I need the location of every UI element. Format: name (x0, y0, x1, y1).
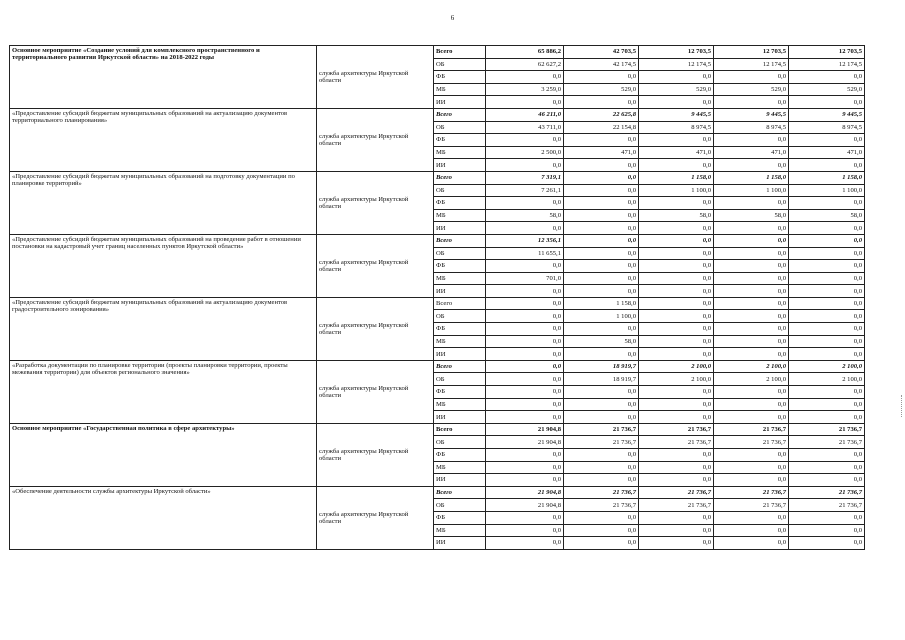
amount-cell: 0,0 (564, 323, 639, 336)
amount-cell: 0,0 (639, 96, 714, 109)
amount-cell: 471,0 (789, 146, 865, 159)
amount-cell: 0,0 (789, 71, 865, 84)
amount-cell: 0,0 (789, 411, 865, 424)
amount-cell: 0,0 (564, 222, 639, 235)
amount-cell: 0,0 (639, 272, 714, 285)
amount-cell: 0,0 (639, 398, 714, 411)
amount-cell: 0,0 (564, 247, 639, 260)
amount-cell: 21 736,7 (564, 499, 639, 512)
funding-source: ИИ (434, 222, 486, 235)
amount-cell: 0,0 (486, 222, 564, 235)
responsible-executor: служба архитектуры Иркутской области (317, 297, 434, 360)
amount-cell: 21 904,8 (486, 499, 564, 512)
amount-cell: 21 736,7 (564, 436, 639, 449)
amount-cell: 58,0 (486, 209, 564, 222)
amount-cell: 9 445,5 (714, 108, 789, 121)
amount-cell: 0,0 (714, 222, 789, 235)
funding-source: ОБ (434, 247, 486, 260)
amount-cell: 0,0 (789, 398, 865, 411)
amount-cell: 0,0 (564, 386, 639, 399)
amount-cell: 21 736,7 (639, 436, 714, 449)
amount-cell: 0,0 (789, 96, 865, 109)
amount-cell: 0,0 (639, 247, 714, 260)
amount-cell: 0,0 (486, 449, 564, 462)
amount-cell: 0,0 (714, 449, 789, 462)
amount-cell: 0,0 (639, 310, 714, 323)
funding-source: ОБ (434, 121, 486, 134)
amount-cell: 0,0 (789, 134, 865, 147)
amount-cell: 2 100,0 (639, 373, 714, 386)
amount-cell: 0,0 (639, 449, 714, 462)
amount-cell: 471,0 (714, 146, 789, 159)
page-number: 6 (450, 14, 455, 22)
funding-source: МБ (434, 146, 486, 159)
amount-cell: 0,0 (714, 159, 789, 172)
amount-cell: 0,0 (714, 71, 789, 84)
funding-source: ОБ (434, 58, 486, 71)
amount-cell: 0,0 (564, 184, 639, 197)
funding-table (9, 45, 865, 550)
amount-cell: 21 736,7 (714, 486, 789, 499)
funding-source: ОБ (434, 310, 486, 323)
responsible-executor: служба архитектуры Иркутской области (317, 234, 434, 297)
funding-source: ФБ (434, 71, 486, 84)
responsible-executor: служба архитектуры Иркутской области (317, 171, 434, 234)
amount-cell: 0,0 (564, 272, 639, 285)
amount-cell: 21 904,8 (486, 436, 564, 449)
amount-cell: 21 736,7 (714, 436, 789, 449)
amount-cell: 0,0 (639, 323, 714, 336)
amount-cell: 0,0 (639, 134, 714, 147)
amount-cell: 0,0 (486, 360, 564, 373)
funding-source: ИИ (434, 159, 486, 172)
funding-source: ИИ (434, 537, 486, 550)
amount-cell: 0,0 (639, 524, 714, 537)
amount-cell: 12 174,5 (714, 58, 789, 71)
funding-source: Всего (434, 171, 486, 184)
amount-cell: 0,0 (486, 524, 564, 537)
responsible-executor: служба архитектуры Иркутской области (317, 46, 434, 109)
activity-name: «Разработка документации по планировке территории (проекты планировки территории, проекты межевания территории) для объектов регионального значения» (10, 360, 317, 423)
table-row (10, 360, 865, 373)
amount-cell: 12 356,1 (486, 234, 564, 247)
amount-cell: 0,0 (639, 511, 714, 524)
funding-source: ОБ (434, 373, 486, 386)
table-row (10, 234, 865, 247)
amount-cell: 0,0 (714, 260, 789, 273)
amount-cell: 0,0 (564, 411, 639, 424)
amount-cell: 22 154,8 (564, 121, 639, 134)
funding-source: Всего (434, 108, 486, 121)
amount-cell: 0,0 (564, 260, 639, 273)
amount-cell: 0,0 (486, 474, 564, 487)
amount-cell: 8 974,5 (639, 121, 714, 134)
activity-name: «Обеспечение деятельности службы архитектуры Иркутской области» (10, 486, 317, 549)
amount-cell: 21 904,8 (486, 423, 564, 436)
amount-cell: 0,0 (564, 96, 639, 109)
amount-cell: 0,0 (789, 247, 865, 260)
funding-source: ФБ (434, 134, 486, 147)
funding-source: ФБ (434, 323, 486, 336)
amount-cell: 21 904,8 (486, 486, 564, 499)
funding-source: ИИ (434, 474, 486, 487)
table-row (10, 108, 865, 121)
amount-cell: 0,0 (714, 247, 789, 260)
amount-cell: 0,0 (564, 524, 639, 537)
funding-source: ФБ (434, 386, 486, 399)
amount-cell: 62 627,2 (486, 58, 564, 71)
amount-cell: 0,0 (564, 285, 639, 298)
funding-source: Всего (434, 46, 486, 59)
amount-cell: 0,0 (486, 323, 564, 336)
amount-cell: 0,0 (789, 323, 865, 336)
amount-cell: 0,0 (789, 461, 865, 474)
funding-source: ИИ (434, 348, 486, 361)
funding-source: Всего (434, 360, 486, 373)
amount-cell: 21 736,7 (789, 499, 865, 512)
amount-cell: 18 919,7 (564, 360, 639, 373)
amount-cell: 0,0 (564, 511, 639, 524)
responsible-executor: служба архитектуры Иркутской области (317, 423, 434, 486)
amount-cell: 0,0 (789, 260, 865, 273)
amount-cell: 1 100,0 (789, 184, 865, 197)
funding-source: ОБ (434, 499, 486, 512)
funding-source: ИИ (434, 96, 486, 109)
amount-cell: 0,0 (714, 234, 789, 247)
amount-cell: 0,0 (486, 461, 564, 474)
amount-cell: 0,0 (564, 234, 639, 247)
activity-name: «Предоставление субсидий бюджетам муниципальных образований на актуализацию документов территориального планирования» (10, 108, 317, 171)
amount-cell: 0,0 (714, 310, 789, 323)
amount-cell: 0,0 (486, 386, 564, 399)
amount-cell: 0,0 (639, 474, 714, 487)
funding-source: ФБ (434, 260, 486, 273)
amount-cell: 58,0 (789, 209, 865, 222)
amount-cell: 2 100,0 (789, 373, 865, 386)
amount-cell: 0,0 (564, 134, 639, 147)
amount-cell: 0,0 (714, 511, 789, 524)
amount-cell: 21 736,7 (639, 486, 714, 499)
amount-cell: 58,0 (714, 209, 789, 222)
amount-cell: 21 736,7 (639, 499, 714, 512)
amount-cell: 58,0 (564, 335, 639, 348)
amount-cell: 1 158,0 (639, 171, 714, 184)
amount-cell: 21 736,7 (564, 423, 639, 436)
amount-cell: 0,0 (564, 461, 639, 474)
amount-cell: 0,0 (714, 297, 789, 310)
funding-source: ОБ (434, 184, 486, 197)
amount-cell: 1 100,0 (714, 184, 789, 197)
table-row (10, 423, 865, 436)
amount-cell: 0,0 (789, 474, 865, 487)
amount-cell: 21 736,7 (564, 486, 639, 499)
amount-cell: 21 736,7 (789, 486, 865, 499)
funding-source: ФБ (434, 511, 486, 524)
amount-cell: 21 736,7 (789, 423, 865, 436)
amount-cell: 12 174,5 (789, 58, 865, 71)
amount-cell: 21 736,7 (714, 423, 789, 436)
amount-cell: 2 500,0 (486, 146, 564, 159)
table-row (10, 297, 865, 310)
amount-cell: 0,0 (789, 537, 865, 550)
funding-source: ФБ (434, 449, 486, 462)
amount-cell: 0,0 (714, 398, 789, 411)
amount-cell: 0,0 (639, 335, 714, 348)
amount-cell: 12 174,5 (639, 58, 714, 71)
amount-cell: 0,0 (564, 398, 639, 411)
amount-cell: 21 736,7 (789, 436, 865, 449)
amount-cell: 0,0 (486, 411, 564, 424)
responsible-executor: служба архитектуры Иркутской области (317, 360, 434, 423)
amount-cell: 46 211,0 (486, 108, 564, 121)
amount-cell: 2 100,0 (639, 360, 714, 373)
amount-cell: 65 886,2 (486, 46, 564, 59)
amount-cell: 1 158,0 (789, 171, 865, 184)
funding-table-body (10, 46, 865, 550)
amount-cell: 0,0 (486, 398, 564, 411)
amount-cell: 529,0 (789, 83, 865, 96)
amount-cell: 0,0 (789, 272, 865, 285)
amount-cell: 58,0 (639, 209, 714, 222)
amount-cell: 0,0 (564, 209, 639, 222)
amount-cell: 12 703,5 (789, 46, 865, 59)
amount-cell: 0,0 (564, 159, 639, 172)
amount-cell: 0,0 (564, 537, 639, 550)
amount-cell: 471,0 (639, 146, 714, 159)
funding-source: Всего (434, 486, 486, 499)
amount-cell: 0,0 (639, 411, 714, 424)
amount-cell: 0,0 (789, 524, 865, 537)
amount-cell: 529,0 (639, 83, 714, 96)
amount-cell: 529,0 (714, 83, 789, 96)
amount-cell: 0,0 (714, 285, 789, 298)
amount-cell: 0,0 (564, 71, 639, 84)
amount-cell: 8 974,5 (714, 121, 789, 134)
responsible-executor: служба архитектуры Иркутской области (317, 486, 434, 549)
amount-cell: 0,0 (486, 197, 564, 210)
amount-cell: 12 703,5 (714, 46, 789, 59)
amount-cell: 2 100,0 (714, 360, 789, 373)
funding-source: ИИ (434, 285, 486, 298)
amount-cell: 2 100,0 (789, 360, 865, 373)
amount-cell: 0,0 (486, 348, 564, 361)
amount-cell: 0,0 (789, 511, 865, 524)
amount-cell: 0,0 (639, 159, 714, 172)
table-row (10, 46, 865, 59)
amount-cell: 0,0 (639, 386, 714, 399)
amount-cell: 0,0 (789, 335, 865, 348)
amount-cell: 0,0 (486, 285, 564, 298)
amount-cell: 0,0 (714, 272, 789, 285)
funding-source: Всего (434, 423, 486, 436)
amount-cell: 0,0 (486, 71, 564, 84)
amount-cell: 0,0 (714, 386, 789, 399)
amount-cell: 1 100,0 (564, 310, 639, 323)
amount-cell: 0,0 (789, 159, 865, 172)
funding-source: МБ (434, 524, 486, 537)
margin-mark (901, 395, 903, 417)
amount-cell: 0,0 (789, 197, 865, 210)
amount-cell: 0,0 (789, 348, 865, 361)
amount-cell: 21 736,7 (714, 499, 789, 512)
amount-cell: 0,0 (639, 71, 714, 84)
funding-source: ИИ (434, 411, 486, 424)
funding-source: МБ (434, 83, 486, 96)
activity-name: «Предоставление субсидий бюджетам муниципальных образований на подготовку документации по планировке территорий» (10, 171, 317, 234)
amount-cell: 0,0 (789, 234, 865, 247)
table-row (10, 486, 865, 499)
amount-cell: 0,0 (486, 159, 564, 172)
amount-cell: 0,0 (486, 373, 564, 386)
amount-cell: 0,0 (714, 461, 789, 474)
amount-cell: 0,0 (639, 537, 714, 550)
amount-cell: 0,0 (486, 335, 564, 348)
amount-cell: 0,0 (639, 297, 714, 310)
amount-cell: 0,0 (564, 197, 639, 210)
amount-cell: 0,0 (564, 474, 639, 487)
funding-source: ОБ (434, 436, 486, 449)
responsible-executor: служба архитектуры Иркутской области (317, 108, 434, 171)
amount-cell: 0,0 (486, 310, 564, 323)
amount-cell: 9 445,5 (639, 108, 714, 121)
amount-cell: 0,0 (486, 260, 564, 273)
amount-cell: 8 974,5 (789, 121, 865, 134)
amount-cell: 0,0 (564, 171, 639, 184)
amount-cell: 0,0 (564, 348, 639, 361)
amount-cell: 0,0 (639, 197, 714, 210)
amount-cell: 0,0 (486, 537, 564, 550)
funding-source: МБ (434, 398, 486, 411)
main-activity-name: Основное мероприятие «Государственная политика в сфере архитектуры» (10, 423, 317, 486)
amount-cell: 0,0 (486, 96, 564, 109)
amount-cell: 18 919,7 (564, 373, 639, 386)
amount-cell: 0,0 (789, 386, 865, 399)
funding-source: ФБ (434, 197, 486, 210)
amount-cell: 0,0 (714, 335, 789, 348)
amount-cell: 7 319,1 (486, 171, 564, 184)
amount-cell: 0,0 (486, 511, 564, 524)
amount-cell: 0,0 (639, 260, 714, 273)
amount-cell: 0,0 (714, 524, 789, 537)
funding-source: МБ (434, 335, 486, 348)
amount-cell: 0,0 (639, 461, 714, 474)
amount-cell: 42 174,5 (564, 58, 639, 71)
amount-cell: 3 259,0 (486, 83, 564, 96)
amount-cell: 1 100,0 (639, 184, 714, 197)
amount-cell: 0,0 (714, 348, 789, 361)
amount-cell: 0,0 (714, 197, 789, 210)
amount-cell: 0,0 (789, 449, 865, 462)
amount-cell: 2 100,0 (714, 373, 789, 386)
amount-cell: 0,0 (789, 285, 865, 298)
amount-cell: 7 261,1 (486, 184, 564, 197)
amount-cell: 0,0 (714, 96, 789, 109)
amount-cell: 0,0 (639, 285, 714, 298)
amount-cell: 0,0 (486, 134, 564, 147)
amount-cell: 0,0 (789, 297, 865, 310)
amount-cell: 1 158,0 (564, 297, 639, 310)
amount-cell: 0,0 (714, 323, 789, 336)
amount-cell: 0,0 (486, 297, 564, 310)
amount-cell: 0,0 (789, 222, 865, 235)
amount-cell: 21 736,7 (639, 423, 714, 436)
amount-cell: 43 711,0 (486, 121, 564, 134)
amount-cell: 0,0 (714, 474, 789, 487)
amount-cell: 0,0 (639, 222, 714, 235)
amount-cell: 471,0 (564, 146, 639, 159)
activity-name: «Предоставление субсидий бюджетам муниципальных образований на актуализацию документов градостроительного зонирования» (10, 297, 317, 360)
funding-source: Всего (434, 234, 486, 247)
table-row (10, 171, 865, 184)
funding-source: МБ (434, 209, 486, 222)
amount-cell: 0,0 (714, 411, 789, 424)
amount-cell: 42 703,5 (564, 46, 639, 59)
activity-name: «Предоставление субсидий бюджетам муниципальных образований на проведение работ в отношении постановки на кадастровый учет границ населенных пунктов Иркутской области» (10, 234, 317, 297)
funding-source: МБ (434, 272, 486, 285)
amount-cell: 12 703,5 (639, 46, 714, 59)
amount-cell: 22 625,8 (564, 108, 639, 121)
amount-cell: 0,0 (564, 449, 639, 462)
amount-cell: 0,0 (639, 348, 714, 361)
amount-cell: 701,0 (486, 272, 564, 285)
amount-cell: 0,0 (639, 234, 714, 247)
amount-cell: 1 158,0 (714, 171, 789, 184)
amount-cell: 9 445,5 (789, 108, 865, 121)
funding-source: Всего (434, 297, 486, 310)
main-activity-name: Основное мероприятие «Создание условий для комплексного пространственного и территориального развития Иркутской области» на 2018-2022 годы (10, 46, 317, 109)
amount-cell: 0,0 (714, 134, 789, 147)
amount-cell: 11 655,1 (486, 247, 564, 260)
funding-source: МБ (434, 461, 486, 474)
amount-cell: 529,0 (564, 83, 639, 96)
amount-cell: 0,0 (714, 537, 789, 550)
amount-cell: 0,0 (789, 310, 865, 323)
